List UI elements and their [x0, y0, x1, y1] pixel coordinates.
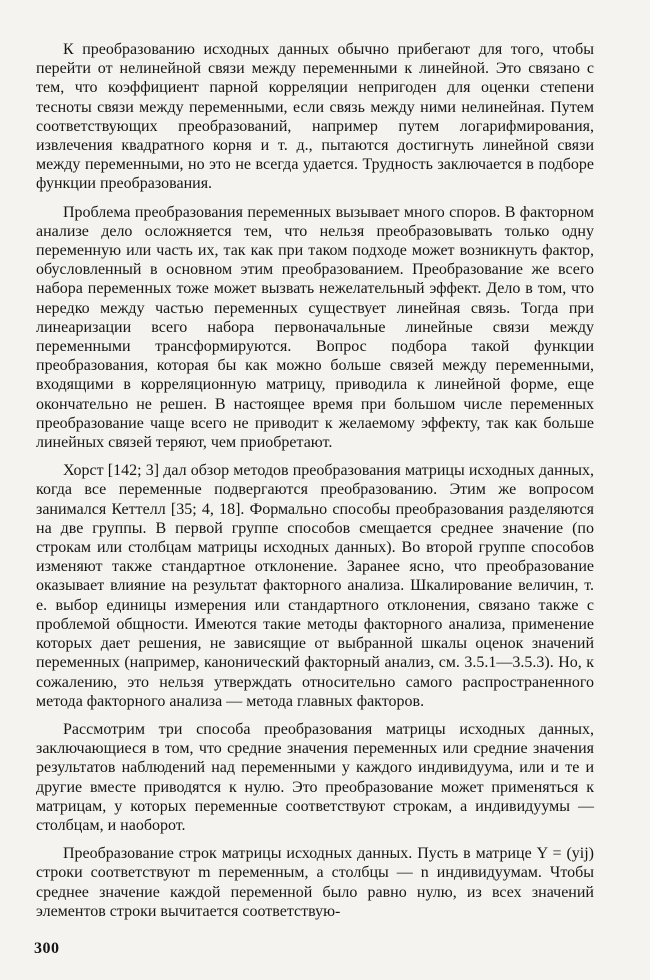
page-number: 300	[34, 940, 60, 957]
paragraph: Рассмотрим три способа преобразования матрицы исходных данных, заключающиеся в том, что средние значения переменных или средние значения результатов наблюдений над переменными у каждого индивидуума, или и те и другие вместе приводятся к нулю. Это преобразование может применяться к матрицам, у которых переменные соответствуют строкам, а индивидуумы — столбцам, и наоборот.	[36, 720, 594, 834]
paragraph: Преобразование строк матрицы исходных данных. Пусть в матрице Y = (yij) строки соответствуют m переменным, а столбцы — n индивидуумам. Чтобы среднее значение каждой переменной было равно нулю, из всех значений элементов строки вычитается соответствую-	[36, 845, 594, 920]
body-text	[36, 40, 594, 921]
paragraph: К преобразованию исходных данных обычно прибегают для того, чтобы перейти от нелинейной связи между переменными к линейной. Это связано с тем, что коэффициент парной корреляции непригоден для оценки степени тесноты связи между переменными, если связь между ними нелинейная. Путем соответствующих преобразований, например путем логарифмирования, извлечения квадратного корня и т. д., пытаются достигнуть линейной связи между переменными, но это не всегда удается. Трудность заключается в подборе функции преобразования.	[36, 41, 594, 193]
paragraph: Хорст [142; 3] дал обзор методов преобразования матрицы исходных данных, когда все переменные подвергаются преобразованию. Этим же вопросом занимался Кеттелл [35; 4, 18]. Формально способы преобразования разделяются на две группы. В первой группе способов смещается среднее значение (по строкам или столбцам матрицы исходных данных). Во второй группе способов изменяют также стандартное отклонение. Заранее ясно, что преобразование оказывает влияние на результат факторного анализа. Шкалирование величин, т. е. выбор единицы измерения или стандартного отклонения, связано также с проблемой общности. Имеются такие методы факторного анализа, применение которых дает решения, не зависящие от выбранной шкалы оценок значений переменных (например, канонический факторный анализ, см. 3.5.1—3.5.3). Но, к сожалению, это нельзя утверждать относительно самого распространенного метода факторного анализа — метода главных факторов.	[36, 462, 594, 710]
paragraph: Проблема преобразования переменных вызывает много споров. В факторном анализе дело осложняется тем, что нельзя преобразовывать только одну переменную или часть их, так как при таком подходе может возникнуть фактор, обусловленный в основном этим преобразованием. Преобразование же всего набора переменных тоже может вызвать нежелательный эффект. Дело в том, что нередко между частью переменных существует линейная связь. Тогда при линеаризации всего набора первоначальные линейные связи между переменными трансформируются. Вопрос подбора такой функции преобразования, которая бы как можно больше связей между переменными, входящими в корреляционную матрицу, приводила к линейной форме, еще окончательно не решен. В настоящее время при большом числе переменных преобразование чаще всего не приводит к желаемому эффекту, так как больше линейных связей теряют, чем приобретают.	[36, 203, 594, 452]
